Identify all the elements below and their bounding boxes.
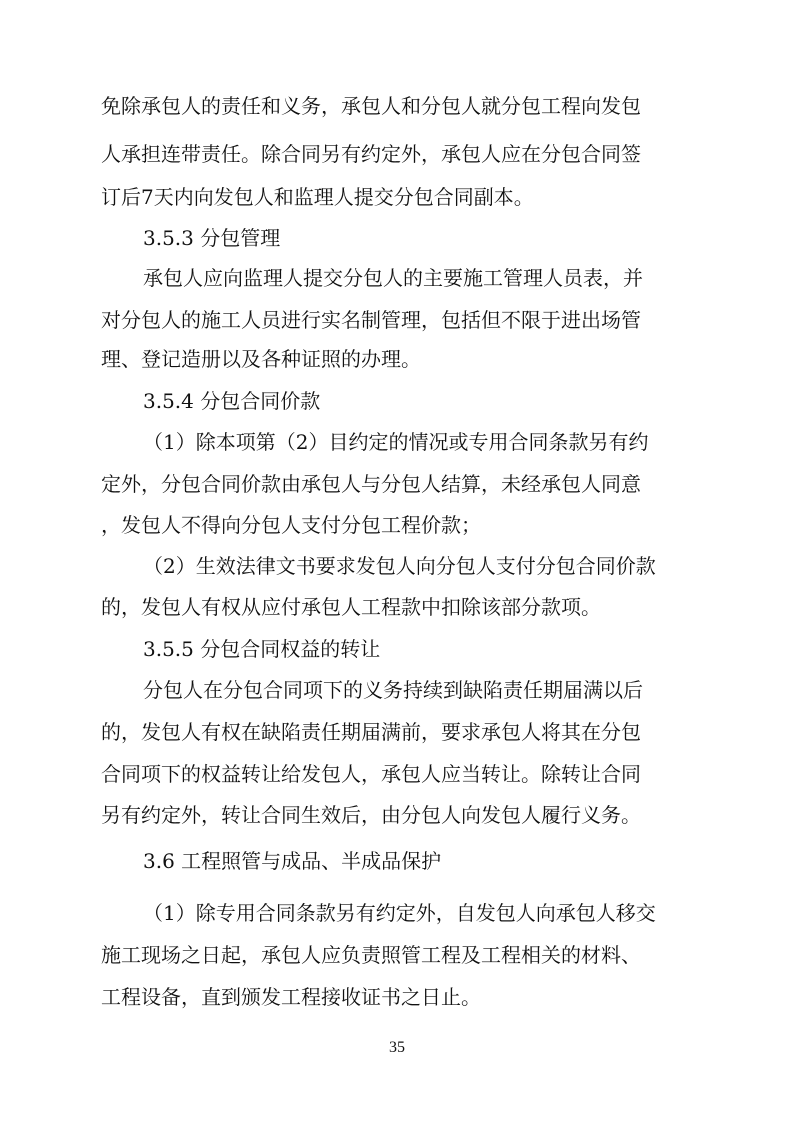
paragraph-line: 承包人应向监理人提交分包人的主要施工管理人员表，并	[143, 266, 643, 290]
section-heading-3-5-5: 3.5.5 分包合同权益的转让	[143, 637, 381, 661]
paragraph-line: （1）除本项第（2）目约定的情况或专用合同条款另有约	[143, 430, 649, 454]
section-heading-3-5-3: 3.5.3 分包管理	[143, 226, 281, 250]
paragraph-line: 免除承包人的责任和义务，承包人和分包人就分包工程向发包	[101, 94, 641, 118]
paragraph-line: 人承担连带责任。除合同另有约定外，承包人应在分包合同签	[101, 142, 641, 166]
paragraph-line: 订后7天内向发包人和监理人提交分包合同副本。	[101, 185, 534, 209]
paragraph-line: 定外，分包合同价款由承包人与分包人结算，未经承包人同意	[101, 472, 641, 496]
paragraph-line: 对分包人的施工人员进行实名制管理，包括但不限于进出场管	[101, 308, 641, 332]
page-number: 35	[389, 1039, 405, 1056]
paragraph-line: 的，发包人有权从应付承包人工程款中扣除该部分款项。	[101, 595, 601, 619]
section-heading-3-6: 3.6 工程照管与成品、半成品保护	[143, 849, 442, 873]
paragraph-line: （2）生效法律文书要求发包人向分包人支付分包合同价款	[143, 554, 656, 578]
paragraph-line: 理、登记造册以及各种证照的办理。	[101, 347, 421, 371]
paragraph-line: （1）除专用合同条款另有约定外，自发包人向承包人移交	[143, 901, 656, 925]
paragraph-line: 的，发包人有权在缺陷责任期届满前，要求承包人将其在分包	[101, 720, 641, 744]
paragraph-line: 合同项下的权益转让给发包人，承包人应当转让。除转让合同	[101, 762, 641, 786]
paragraph-line: 分包人在分包合同项下的义务持续到缺陷责任期届满以后	[143, 678, 643, 702]
paragraph-line: 另有约定外，转让合同生效后，由分包人向发包人履行义务。	[101, 803, 641, 827]
paragraph-line: 施工现场之日起，承包人应负责照管工程及工程相关的材料、	[101, 943, 641, 967]
paragraph-line: ，发包人不得向分包人支付分包工程价款；	[101, 513, 481, 537]
paragraph-line: 工程设备，直到颁发工程接收证书之日止。	[101, 985, 481, 1009]
section-heading-3-5-4: 3.5.4 分包合同价款	[143, 389, 321, 413]
